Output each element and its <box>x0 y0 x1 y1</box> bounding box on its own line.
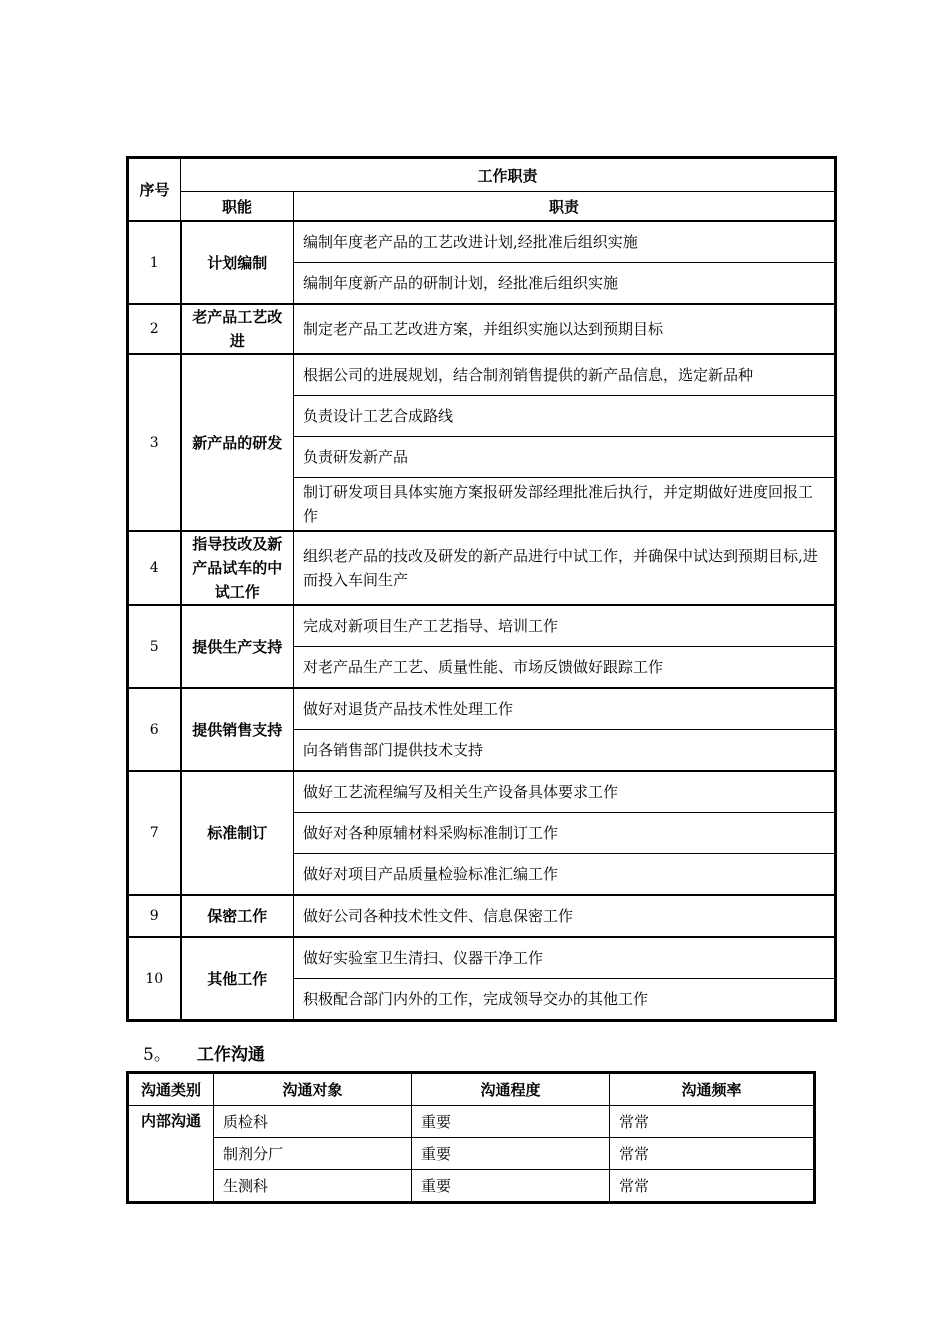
comm-header-degree: 沟通程度 <box>412 1073 610 1106</box>
duty-cell: 编制年度老产品的工艺改进计划,经批准后组织实施 <box>294 221 836 263</box>
seq-cell: 5 <box>128 605 181 688</box>
duty-cell: 做好工艺流程编写及相关生产设备具体要求工作 <box>294 771 836 813</box>
section-title: 工作沟通 <box>196 1045 265 1065</box>
duty-cell: 完成对新项目生产工艺指导、培训工作 <box>294 605 836 647</box>
comm-degree-cell: 重要 <box>412 1106 610 1138</box>
comm-frequency-cell: 常常 <box>610 1106 815 1138</box>
seq-cell: 4 <box>128 531 181 605</box>
duty-cell: 积极配合部门内外的工作，完成领导交办的其他工作 <box>294 979 836 1021</box>
seq-cell: 9 <box>128 895 181 937</box>
table-row <box>128 895 836 937</box>
comm-category-cell: 内部沟通 <box>128 1106 214 1203</box>
communication-table <box>126 1071 816 1204</box>
duty-cell: 制订研发项目具体实施方案报研发部经理批准后执行，并定期做好进度回报工作 <box>294 478 836 532</box>
duty-cell: 做好实验室卫生清扫、仪器干净工作 <box>294 937 836 979</box>
seq-cell: 6 <box>128 688 181 771</box>
duty-cell: 对老产品生产工艺、质量性能、市场反馈做好跟踪工作 <box>294 647 836 689</box>
section-heading <box>143 1040 265 1065</box>
function-cell: 提供销售支持 <box>181 688 294 771</box>
duty-table-body <box>128 221 836 1021</box>
header-duty: 职责 <box>294 192 836 222</box>
duty-cell: 做好对退货产品技术性处理工作 <box>294 688 836 730</box>
table-row <box>128 1106 815 1138</box>
function-cell: 指导技改及新产品试车的中试工作 <box>181 531 294 605</box>
function-cell: 新产品的研发 <box>181 354 294 531</box>
duty-cell: 制定老产品工艺改进方案，并组织实施以达到预期目标 <box>294 304 836 354</box>
table-row <box>128 1138 815 1170</box>
seq-cell: 10 <box>128 937 181 1021</box>
function-cell: 保密工作 <box>181 895 294 937</box>
function-cell: 计划编制 <box>181 221 294 304</box>
duty-cell: 做好对项目产品质量检验标准汇编工作 <box>294 854 836 896</box>
table-row <box>128 688 836 730</box>
section-number: 5。 <box>143 1045 171 1065</box>
seq-cell: 1 <box>128 221 181 304</box>
duty-cell: 向各销售部门提供技术支持 <box>294 730 836 772</box>
comm-frequency-cell: 常常 <box>610 1170 815 1203</box>
table-row <box>128 531 836 605</box>
table-row <box>128 937 836 979</box>
duty-cell: 负责设计工艺合成路线 <box>294 396 836 437</box>
comm-target-cell: 质检科 <box>214 1106 412 1138</box>
function-cell: 提供生产支持 <box>181 605 294 688</box>
table-row <box>128 605 836 647</box>
table-row <box>128 771 836 813</box>
function-cell: 标准制订 <box>181 771 294 895</box>
duty-cell: 编制年度新产品的研制计划，经批准后组织实施 <box>294 263 836 305</box>
table-row <box>128 1170 815 1203</box>
comm-target-cell: 制剂分厂 <box>214 1138 412 1170</box>
comm-degree-cell: 重要 <box>412 1170 610 1203</box>
seq-cell: 2 <box>128 304 181 354</box>
table-row <box>128 354 836 396</box>
duty-cell: 负责研发新产品 <box>294 437 836 478</box>
function-cell: 老产品工艺改进 <box>181 304 294 354</box>
duty-cell: 做好对各种原辅材料采购标准制订工作 <box>294 813 836 854</box>
header-function: 职能 <box>181 192 294 222</box>
comm-frequency-cell: 常常 <box>610 1138 815 1170</box>
seq-cell: 3 <box>128 354 181 531</box>
duty-cell: 做好公司各种技术性文件、信息保密工作 <box>294 895 836 937</box>
function-cell: 其他工作 <box>181 937 294 1021</box>
table-row <box>128 304 836 354</box>
header-seq: 序号 <box>128 158 181 222</box>
duty-table <box>126 156 837 1022</box>
comm-degree-cell: 重要 <box>412 1138 610 1170</box>
seq-cell: 7 <box>128 771 181 895</box>
comm-header-category: 沟通类别 <box>128 1073 214 1106</box>
comm-header-target: 沟通对象 <box>214 1073 412 1106</box>
table-row <box>128 221 836 263</box>
duty-cell: 组织老产品的技改及研发的新产品进行中试工作，并确保中试达到预期目标,进而投入车间生产 <box>294 531 836 605</box>
comm-header-frequency: 沟通频率 <box>610 1073 815 1106</box>
comm-target-cell: 生测科 <box>214 1170 412 1203</box>
duty-cell: 根据公司的进展规划，结合制剂销售提供的新产品信息，选定新品种 <box>294 354 836 396</box>
header-group: 工作职责 <box>181 158 836 192</box>
